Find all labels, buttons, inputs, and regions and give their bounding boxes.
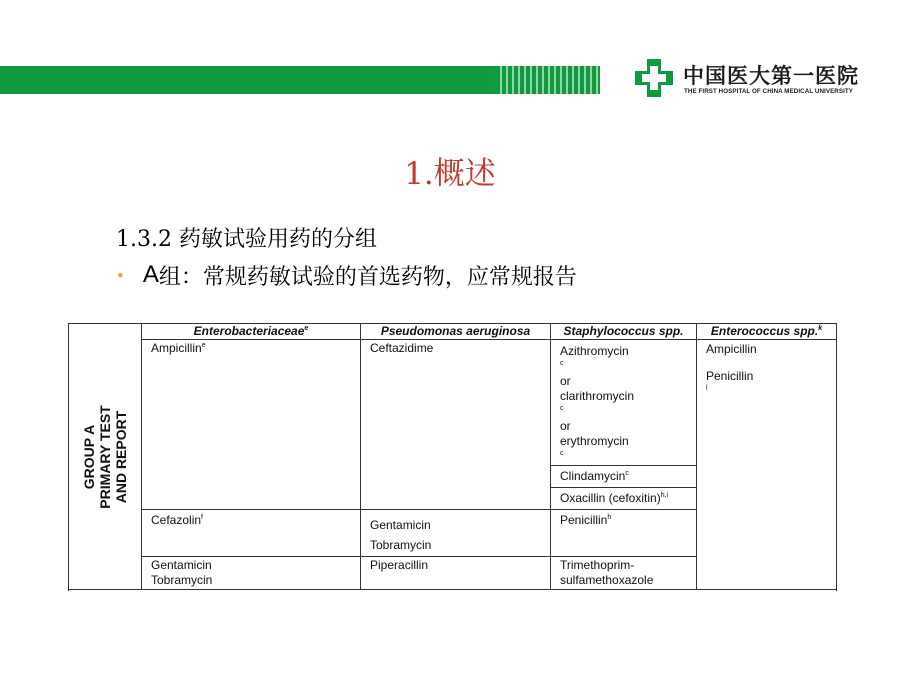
- hospital-cross-icon: [633, 57, 675, 99]
- group-side-label-cell: [69, 324, 142, 590]
- bullet-dot-icon: •: [116, 267, 125, 285]
- bullet-item: [116, 260, 577, 291]
- table-cell: Ceftazidime: [361, 340, 551, 510]
- table-header-row: [69, 324, 837, 340]
- antibiotic-group-table: [68, 323, 837, 590]
- slide-title: 1.概述: [404, 156, 496, 192]
- table-cell: Oxacillin (cefoxitin)$^{h,i}$: [551, 488, 697, 510]
- table-cell: Gentamicin Tobramycin: [142, 557, 361, 590]
- table-cell: Piperacillin: [361, 557, 551, 590]
- logo-english-name: THE FIRST HOSPITAL OF CHINA MEDICAL UNIVERSITY: [684, 88, 854, 95]
- table-row: [69, 340, 837, 466]
- group-side-label: GROUP A PRIMARY TEST AND REPORT: [81, 404, 129, 509]
- header-green-band: [0, 66, 600, 94]
- table-cell: Gentamicin Tobramycin: [361, 510, 551, 557]
- table-cell: Clindamycin$^c$: [551, 466, 697, 488]
- table-cell: Ampicillin$^e$: [142, 340, 361, 510]
- table-cell: Ampicillin Penicillin $^l$: [697, 340, 837, 590]
- table-cell: Azithromycin $^c$ or clarithromycin $^c$ or erythromycin $^c$: [551, 340, 697, 466]
- table-cell: Penicillin$^h$: [551, 510, 697, 557]
- band-hatch: [500, 66, 600, 94]
- column-header: Staphylococcus spp.: [551, 324, 697, 340]
- bullet-text: 组：常规药敏试验的首选药物，应常规报告: [158, 265, 577, 290]
- column-header: Pseudomonas aeruginosa: [361, 324, 551, 340]
- logo-chinese-name: 中国医大第一医院: [683, 63, 859, 88]
- table-cell: Cefazolin$^f$: [142, 510, 361, 557]
- column-header: Enterobacteriaceae$^e$: [142, 324, 361, 340]
- column-header: Enterococcus spp.$^k$: [697, 324, 837, 340]
- section-subheading: 1.3.2 药敏试验用药的分组: [116, 227, 377, 252]
- group-letter: A: [142, 261, 159, 288]
- table-cell: Trimethoprim- sulfamethoxazole: [551, 557, 697, 590]
